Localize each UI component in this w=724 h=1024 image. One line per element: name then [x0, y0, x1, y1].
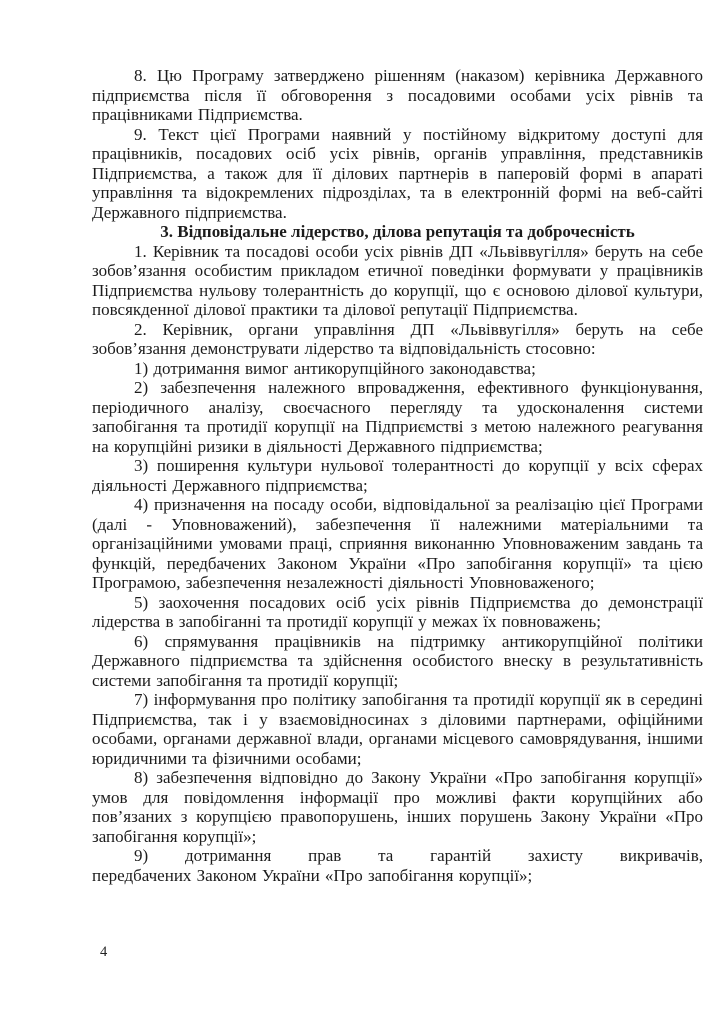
section-3-heading: 3. Відповідальне лідерство, ділова репутація та доброчесність — [160, 222, 635, 241]
section-3-para-2: 2. Керівник, органи управління ДП «Львіввугілля» беруть на себе зобов’язання демонструвати лідерство та відповідальність стосовно: — [92, 319, 703, 358]
para-8: 8. Цю Програму затверджено рішенням (наказом) керівника Державного підприємства після її обговорення з посадовими особами усіх рівнів та працівниками Підприємства. — [92, 66, 703, 124]
list-item-9-second-line: передбачених Законом України «Про запобігання корупції»; — [92, 865, 533, 885]
section-3-para-1: 1. Керівник та посадові особи усіх рівнів ДП «Львіввугілля» беруть на себе зобов’язання особистим прикладом етичної поведінки формувати у працівників Підприємства нульову толерантність до корупції, що є основою ділової культури, повсякденної ділової практики та ділової репутації Підприємства. — [92, 241, 703, 319]
page-number: 4 — [100, 944, 108, 960]
list-item-4: 4) призначення на посаду особи, відповідальної за реалізацію цієї Програми (далі - Уповноважений), забезпечення її належними матеріальними та організаційними умовами праці, сприяння виконанню Уповноваженим завдань та функцій, передбачених Законом України «Про запобігання корупції» та цією Програмою, забезпечення незалежності діяльності Уповноваженого; — [92, 495, 703, 592]
list-item-9-first-line: 9) дотримання прав та гарантій захисту викривачів, — [134, 846, 703, 865]
list-item-8: 8) забезпечення відповідно до Закону України «Про запобігання корупції» умов для повідомлення інформації про можливі факти корупційних або пов’язаних з корупцією правопорушень, інших порушень Закону України «Про запобігання корупції»; — [92, 768, 703, 846]
list-item-6: 6) спрямування працівників на підтримку антикорупційної політики Державного підприємства та здійснення особистого внеску в результативність системи запобігання та протидії корупції; — [92, 631, 703, 690]
list-item-5: 5) заохочення посадових осіб усіх рівнів Підприємства до демонстрації лідерства в запобіганні та протидії корупції у межах їх повноважень; — [92, 592, 703, 631]
list-item-7: 7) інформування про політику запобігання та протидії корупції як в середині Підприємства, так і у взаємовідносинах з діловими партнерами, офіційними особами, органами державної влади, органами місцевого самоврядування, іншими юридичними та фізичними особами; — [92, 690, 703, 768]
para-9: 9. Текст цієї Програми наявний у постійному відкритому доступі для працівників, посадових осіб усіх рівнів, органів управління, представників Підприємства, а також для її ділових партнерів в паперовій формі в апараті управління та відокремлених підрозділах, та в електронній формі на веб-сайті Державного підприємства. — [92, 124, 703, 222]
list-item-2: 2) забезпечення належного впровадження, ефективного функціонування, періодичного аналізу, своєчасного перегляду та удосконалення системи запобігання та протидії корупції на Підприємстві з метою належного реагування на корупційні ризики в діяльності Державного підприємства; — [92, 378, 703, 456]
document-text-block — [92, 66, 703, 885]
list-item-1: 1) дотримання вимог антикорупційного законодавства; — [134, 358, 536, 378]
list-item-3: 3) поширення культури нульової толерантності до корупції у всіх сферах діяльності Державного підприємства; — [92, 456, 703, 495]
list-item-9 — [92, 846, 703, 885]
